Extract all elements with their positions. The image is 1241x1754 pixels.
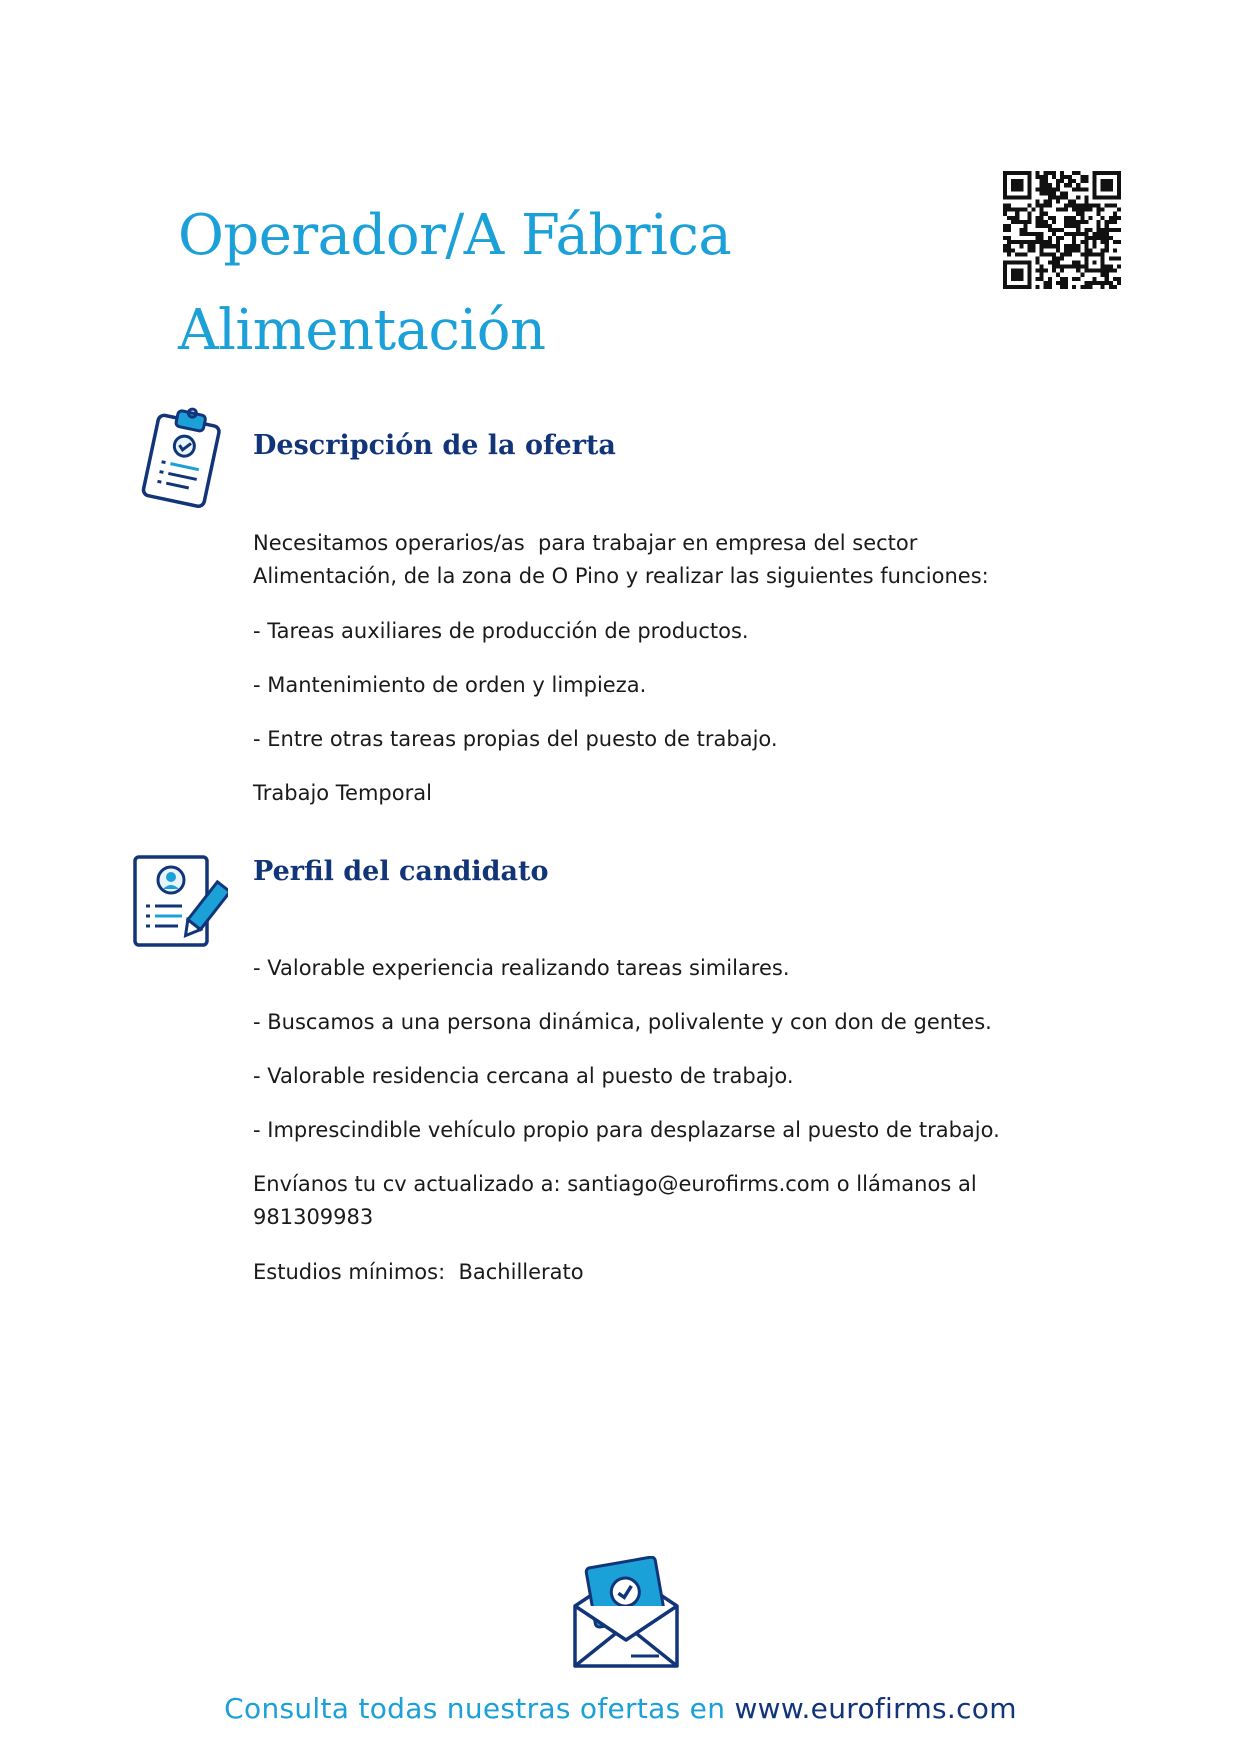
description-item: - Mantenimiento de orden y limpieza. — [253, 673, 647, 697]
job-title-line-1: Operador/A Fábrica — [178, 203, 732, 268]
website-link[interactable]: www.eurofirms.com — [734, 1692, 1017, 1725]
footer — [0, 1692, 1241, 1725]
clipboard-checklist-icon — [136, 406, 228, 510]
profile-item: - Buscamos a una persona dinámica, polivalente y con don de gentes. — [253, 1010, 992, 1034]
contact-info: Envíanos tu cv actualizado a: santiago@eurofirms.com o llámanos al 981309983 — [253, 1172, 977, 1229]
resume-pencil-icon — [132, 854, 228, 950]
profile-item: - Valorable residencia cercana al puesto de trabajo. — [253, 1064, 794, 1088]
description-heading: Descripción de la oferta — [253, 430, 616, 461]
profile-heading: Perfil del candidato — [253, 856, 549, 887]
description-item: - Entre otras tareas propias del puesto de trabajo. — [253, 727, 778, 751]
job-title-line-2: Alimentación — [178, 298, 546, 363]
minimum-studies: Estudios mínimos: Bachillerato — [253, 1260, 584, 1284]
qr-code-icon — [1003, 171, 1121, 289]
job-title — [178, 188, 798, 378]
description-intro: Necesitamos operarios/as para trabajar en empresa del sector Alimentación, de la zona de O Pino y realizar las siguientes funciones: — [253, 531, 989, 588]
footer-text: Consulta todas nuestras ofertas en — [224, 1692, 735, 1725]
description-item: - Tareas auxiliares de producción de productos. — [253, 619, 749, 643]
profile-item: - Valorable experiencia realizando tareas similares. — [253, 956, 790, 980]
profile-item: - Imprescindible vehículo propio para desplazarse al puesto de trabajo. — [253, 1118, 1000, 1142]
contract-type: Trabajo Temporal — [253, 781, 432, 805]
envelope-check-icon — [569, 1556, 683, 1672]
